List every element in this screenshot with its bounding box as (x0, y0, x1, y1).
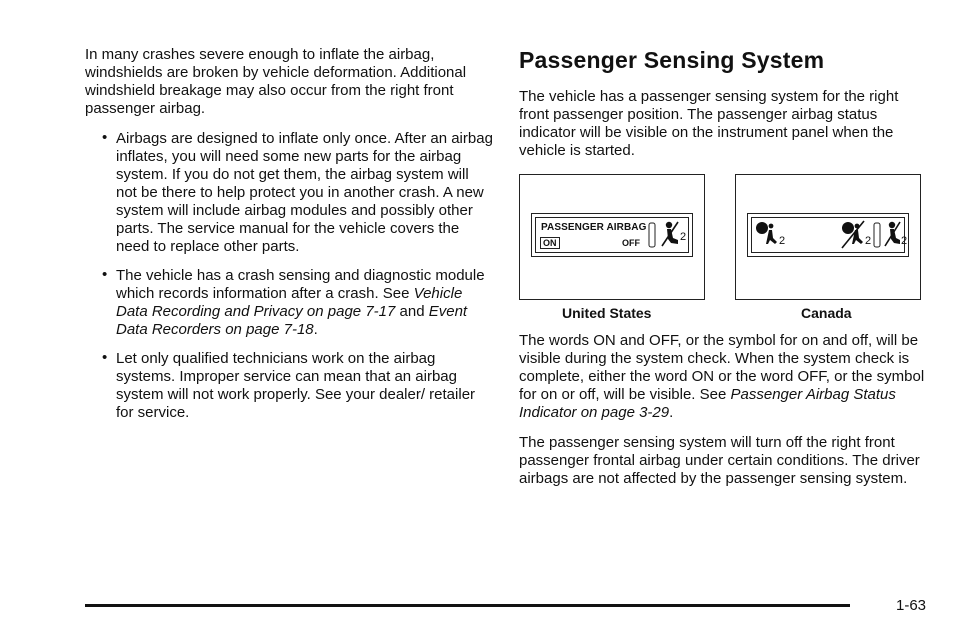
icon-number: 2 (865, 235, 872, 247)
bullet-list (85, 130, 493, 422)
off-label: OFF (622, 238, 640, 248)
bullet-item-qualified-technicians (85, 350, 493, 422)
cross-reference-link[interactable]: Vehicle Data Recording and Privacy on page 7-17 (116, 285, 463, 320)
separator-icon (873, 222, 883, 250)
panel-title: PASSENGER AIRBAG (541, 222, 647, 233)
page-number: 1-63 (896, 597, 927, 614)
system-check-paragraph (519, 332, 929, 422)
right-column (519, 46, 929, 500)
intro-paragraph: In many crashes severe enough to inflate the airbag, windshields are broken by vehicle deformation. Additional windshield breakage may also occur from the right front passenger airbag. (85, 46, 467, 117)
intro-paragraph: The vehicle has a passenger sensing system for the right front passenger position. The passenger airbag status indicator will be visible on the instrument panel when the vehicle is started. (519, 88, 899, 159)
bullet-icon: • (102, 266, 108, 283)
indicator-figures (519, 174, 929, 321)
sentence-end: . (669, 404, 674, 421)
icon-number: 2 (779, 235, 786, 247)
turn-off-paragraph: The passenger sensing system will turn off the right front passenger frontal airbag under certain conditions. The driver airbags are not affected by the passenger sensing system. (519, 434, 920, 487)
bullet-item-crash-module (85, 267, 493, 339)
bullet-text: The vehicle has a crash sensing and diagnostic module which records information after a crash. See (116, 267, 485, 302)
connector-text: and (399, 303, 425, 320)
cross-reference-link[interactable]: Event Data Recorders on page 7-18 (116, 303, 468, 338)
figure-caption-united-states: United States (562, 305, 652, 321)
icon-number: 2 (901, 235, 908, 247)
icon-number: 2 (680, 231, 687, 243)
bullet-icon: • (102, 349, 108, 366)
seated-passenger-off-icon (659, 220, 681, 250)
bullet-text: Airbags are designed to inflate only once. After an airbag inflates, you will need some new parts for the airbag system. If you do not get them, the airbag system will not be there to help protect you in another crash. A new system will include airbag modules and possibly other parts. The service manual for the vehicle covers the need to replace other parts. (116, 130, 493, 255)
cross-reference-link[interactable]: Passenger Airbag Status Indicator on page 3-29 (519, 386, 896, 421)
airbag-symbol-panel (747, 213, 909, 257)
separator-icon (648, 222, 658, 250)
paragraph-text: The words ON and OFF, or the symbol for on and off, will be visible during the system check. When the system check is complete, either the word ON or the word OFF, or the symbol for on or off, will be visible. See (519, 332, 925, 403)
bullet-item-inflate-once (85, 130, 493, 256)
on-label: ON (540, 237, 560, 249)
figure-canada (735, 174, 921, 300)
bullet-text: Let only qualified technicians work on the airbag systems. Improper service can mean that an airbag system will not work properly. See your dealer/ retailer for service. (116, 350, 476, 421)
figure-caption-canada: Canada (801, 305, 852, 321)
section-heading: Passenger Sensing System (519, 47, 825, 73)
seated-passenger-off-icon (883, 220, 903, 250)
passenger-airbag-off-icon (840, 220, 866, 252)
bullet-icon: • (102, 129, 108, 146)
sentence-end: . (313, 321, 318, 338)
passenger-airbag-on-icon (754, 220, 780, 252)
figure-united-states (519, 174, 705, 300)
airbag-status-panel (531, 213, 693, 257)
footer-rule (85, 604, 850, 607)
left-column (85, 46, 493, 433)
